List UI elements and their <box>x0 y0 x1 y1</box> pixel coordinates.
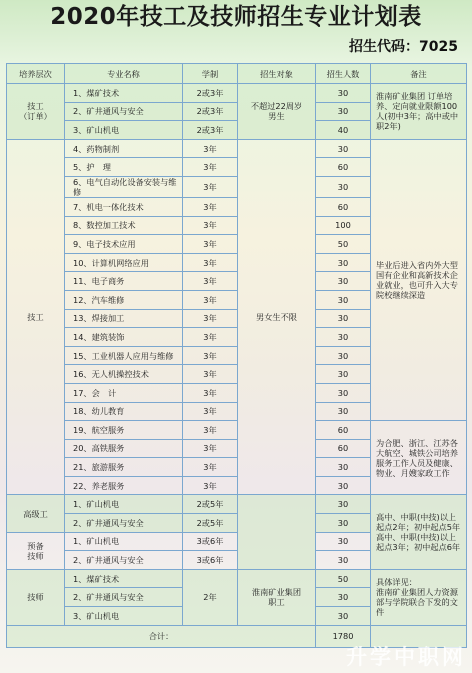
system-cell: 3或6年 <box>183 532 238 551</box>
system-cell: 3年 <box>183 176 238 197</box>
system-cell: 3年 <box>183 328 238 347</box>
major-cell: 6、电气自动化设备安装与维修 <box>65 176 183 197</box>
table-header-row <box>7 64 467 84</box>
major-cell: 2、矿井通风与安全 <box>65 588 183 607</box>
major-cell: 21、旅游服务 <box>65 458 183 477</box>
header-level: 培养层次 <box>7 64 65 84</box>
header-target: 招生对象 <box>238 64 316 84</box>
count-cell: 30 <box>316 346 371 365</box>
count-cell: 60 <box>316 158 371 177</box>
system-cell: 3或6年 <box>183 551 238 570</box>
system-cell: 3年 <box>183 476 238 495</box>
count-cell: 30 <box>316 290 371 309</box>
major-cell: 18、幼儿教育 <box>65 402 183 421</box>
count-cell: 60 <box>316 439 371 458</box>
count-cell: 30 <box>316 253 371 272</box>
count-cell: 30 <box>316 514 371 533</box>
header-system: 学制 <box>183 64 238 84</box>
system-cell: 3年 <box>183 197 238 216</box>
level-cell: 技工 <box>7 139 65 495</box>
total-value: 1780 <box>316 625 371 647</box>
count-cell: 30 <box>316 272 371 291</box>
count-cell: 30 <box>316 551 371 570</box>
table-row <box>7 421 467 440</box>
count-cell: 30 <box>316 365 371 384</box>
major-cell: 15、工业机器人应用与维修 <box>65 346 183 365</box>
system-cell: 3年 <box>183 365 238 384</box>
system-cell: 3年 <box>183 253 238 272</box>
system-cell: 3年 <box>183 158 238 177</box>
header-major: 专业名称 <box>65 64 183 84</box>
system-cell: 2或5年 <box>183 514 238 533</box>
system-cell: 3年 <box>183 421 238 440</box>
enrollment-plan-table <box>6 63 467 648</box>
target-cell: 淮南矿业集团 职工 <box>238 569 316 625</box>
count-cell: 30 <box>316 532 371 551</box>
enrollment-code: 招生代码：7025 <box>349 39 458 55</box>
page-title: 2020年技工及技师招生专业计划表 <box>50 4 422 30</box>
note-cell: 高中、中职(中技)以上起点2年；初中起点5年 高中、中职(中技)以上起点3年；初中起点6年 <box>371 495 467 569</box>
system-cell: 2或3年 <box>183 121 238 140</box>
major-cell: 7、机电一体化技术 <box>65 197 183 216</box>
target-cell: 男女生不限 <box>238 139 316 495</box>
system-cell: 2年 <box>183 569 238 625</box>
table-row <box>7 139 467 158</box>
count-cell: 30 <box>316 139 371 158</box>
table-row <box>7 495 467 514</box>
watermark: 升学中职网 <box>346 645 466 669</box>
note-cell: 淮南矿业集团 订单培养、定向就业限额100人(初中3年；高中或中职2年) <box>371 84 467 140</box>
level-cell: 技师 <box>7 569 65 625</box>
system-cell: 3年 <box>183 309 238 328</box>
major-cell: 22、养老服务 <box>65 476 183 495</box>
note-cell: 毕业后进入省内外大型国有企业和高新技术企业就业，也可升入大专院校继续深造 <box>371 139 467 420</box>
count-cell: 60 <box>316 421 371 440</box>
count-cell: 100 <box>316 216 371 235</box>
major-cell: 2、矿井通风与安全 <box>65 102 183 121</box>
major-cell: 17、会 计 <box>65 383 183 402</box>
total-label: 合计： <box>7 625 316 647</box>
major-cell: 2、矿井通风与安全 <box>65 551 183 570</box>
major-cell: 5、护 理 <box>65 158 183 177</box>
system-cell: 3年 <box>183 216 238 235</box>
major-cell: 2、矿井通风与安全 <box>65 514 183 533</box>
target-cell: 不超过22周岁 男生 <box>238 84 316 140</box>
system-cell: 3年 <box>183 139 238 158</box>
system-cell: 3年 <box>183 383 238 402</box>
major-cell: 1、矿山机电 <box>65 532 183 551</box>
major-cell: 10、计算机网络应用 <box>65 253 183 272</box>
major-cell: 14、建筑装饰 <box>65 328 183 347</box>
system-cell: 2或3年 <box>183 84 238 103</box>
count-cell: 30 <box>316 495 371 514</box>
count-cell: 40 <box>316 121 371 140</box>
system-cell: 3年 <box>183 439 238 458</box>
target-cell <box>238 495 316 569</box>
header-count: 招生人数 <box>316 64 371 84</box>
table-row <box>7 569 467 588</box>
count-cell: 30 <box>316 328 371 347</box>
major-cell: 1、矿山机电 <box>65 495 183 514</box>
count-cell: 60 <box>316 197 371 216</box>
count-cell: 50 <box>316 569 371 588</box>
count-cell: 50 <box>316 235 371 254</box>
level-cell: 高级工 <box>7 495 65 532</box>
count-cell: 30 <box>316 383 371 402</box>
major-cell: 3、矿山机电 <box>65 607 183 626</box>
note-cell: 为合肥、浙江、江苏各大航空、城铁公司培养服务工作人员及健康、物业、月嫂家政工作 <box>371 421 467 495</box>
table-row <box>7 84 467 103</box>
system-cell: 3年 <box>183 346 238 365</box>
level-cell: 预备 技师 <box>7 532 65 569</box>
count-cell: 30 <box>316 607 371 626</box>
major-cell: 1、煤矿技术 <box>65 569 183 588</box>
count-cell: 30 <box>316 588 371 607</box>
system-cell: 3年 <box>183 402 238 421</box>
count-cell: 30 <box>316 402 371 421</box>
major-cell: 8、数控加工技术 <box>65 216 183 235</box>
system-cell: 3年 <box>183 458 238 477</box>
major-cell: 1、煤矿技术 <box>65 84 183 103</box>
major-cell: 19、航空服务 <box>65 421 183 440</box>
count-cell: 30 <box>316 102 371 121</box>
major-cell: 12、汽车维修 <box>65 290 183 309</box>
note-cell: 具体详见： 淮南矿业集团人力资源部与学院联合下发的文件 <box>371 569 467 625</box>
count-cell: 30 <box>316 458 371 477</box>
count-cell: 30 <box>316 476 371 495</box>
system-cell: 3年 <box>183 290 238 309</box>
system-cell: 2或3年 <box>183 102 238 121</box>
major-cell: 16、无人机操控技术 <box>65 365 183 384</box>
system-cell: 2或5年 <box>183 495 238 514</box>
count-cell: 30 <box>316 84 371 103</box>
system-cell: 3年 <box>183 235 238 254</box>
count-cell: 30 <box>316 176 371 197</box>
header-note: 备注 <box>371 64 467 84</box>
count-cell: 30 <box>316 309 371 328</box>
major-cell: 3、矿山机电 <box>65 121 183 140</box>
major-cell: 4、药物制剂 <box>65 139 183 158</box>
major-cell: 9、电子技术应用 <box>65 235 183 254</box>
major-cell: 13、焊接加工 <box>65 309 183 328</box>
system-cell: 3年 <box>183 272 238 291</box>
level-cell: 技工 （订单） <box>7 84 65 140</box>
major-cell: 20、高铁服务 <box>65 439 183 458</box>
major-cell: 11、电子商务 <box>65 272 183 291</box>
